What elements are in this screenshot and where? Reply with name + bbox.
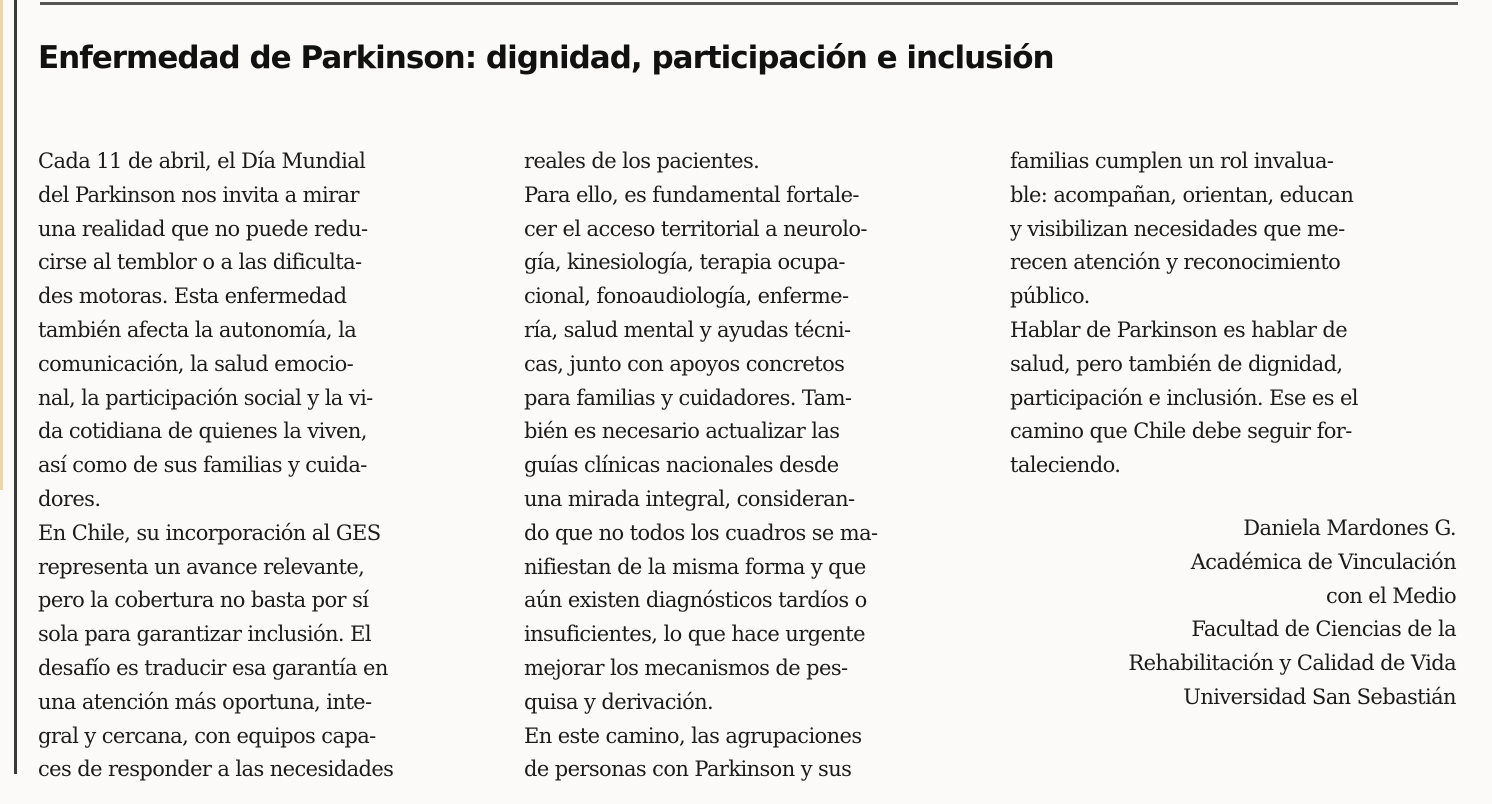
author-title-line: con el Medio [1326,583,1456,608]
text-line: también afecta la autonomía, la [38,317,357,342]
article-column-3 [1010,145,1456,483]
text-line: En Chile, su incorporación al GES [38,520,381,545]
author-name: Daniela Mardones G. [1243,516,1456,540]
text-line: nal, la participación social y la vi- [38,385,373,410]
text-line: comunicación, la salud emocio- [38,351,354,376]
text-line: y visibilizan necesidades que me- [1010,216,1345,241]
text-line: salud, pero también de dignidad, [1010,351,1343,376]
text-line: cas, junto con apoyos concretos [524,351,845,376]
text-line: guías clínicas nacionales desde [524,453,839,478]
text-line: Cada 11 de abril, el Día Mundial [38,149,366,173]
text-line: de personas con Parkinson y sus [524,757,852,782]
text-line: dores. [38,486,101,511]
text-line: des motoras. Esta enfermedad [38,284,347,309]
top-rule [40,2,1458,5]
text-line: para familias y cuidadores. Tam- [524,385,852,410]
text-line: ces de responder a las necesidades [38,757,394,782]
text-line: camino que Chile debe seguir for- [1010,419,1352,444]
text-line: taleciendo. [1010,453,1121,478]
text-line: del Parkinson nos invita a mirar [38,182,359,207]
text-line: sola para garantizar inclusión. El [38,622,371,647]
text-line: familias cumplen un rol invalua- [1010,149,1334,173]
text-line: una atención más oportuna, inte- [38,689,372,714]
article-headline: Enfermedad de Parkinson: dignidad, participación e inclusión [38,40,1054,76]
author-signature [1128,512,1456,715]
text-line: cer el acceso territorial a neurolo- [524,216,867,241]
author-faculty-line: Rehabilitación y Calidad de Vida [1128,651,1456,676]
article-column-1 [38,145,488,787]
text-line: desafío es traducir esa garantía en [38,655,388,680]
text-line: gral y cercana, con equipos capa- [38,723,376,748]
text-line: Para ello, es fundamental fortale- [524,182,859,207]
author-title-line: Académica de Vinculación [1190,549,1456,574]
text-line: gía, kinesiología, terapia ocupa- [524,250,845,275]
author-university: Universidad San Sebastián [1183,684,1456,709]
text-line: ble: acompañan, orientan, educan [1010,182,1354,207]
text-line: nifiestan de la misma forma y que [524,554,866,579]
text-line: ría, salud mental y ayudas técni- [524,317,851,342]
margin-accent [0,0,3,490]
text-line: Hablar de Parkinson es hablar de [1010,317,1348,342]
text-line: una mirada integral, consideran- [524,486,855,511]
text-line: pero la cobertura no basta por sí [38,588,369,613]
text-line: cional, fonoaudiología, enferme- [524,284,849,309]
text-line: quisa y derivación. [524,689,714,714]
text-line: recen atención y reconocimiento [1010,250,1341,275]
text-line: público. [1010,284,1090,309]
text-line: da cotidiana de quienes la viven, [38,419,367,444]
text-line: mejorar los mecanismos de pes- [524,655,848,680]
text-line: así como de sus familias y cuida- [38,453,367,478]
text-line: cirse al temblor o a las dificulta- [38,250,362,275]
article-column-2 [524,145,974,787]
text-line: participación e inclusión. Ese es el [1010,385,1358,410]
author-faculty-line: Facultad de Ciencias de la [1191,617,1456,642]
text-line: representa un avance relevante, [38,554,365,579]
text-line: aún existen diagnósticos tardíos o [524,588,867,613]
text-line: do que no todos los cuadros se ma- [524,520,878,545]
text-line: bién es necesario actualizar las [524,419,840,444]
text-line: una realidad que no puede redu- [38,216,368,241]
text-line: reales de los pacientes. [524,149,760,173]
column-divider-rule [14,0,17,774]
text-line: insuficientes, lo que hace urgente [524,622,865,647]
text-line: En este camino, las agrupaciones [524,723,862,748]
